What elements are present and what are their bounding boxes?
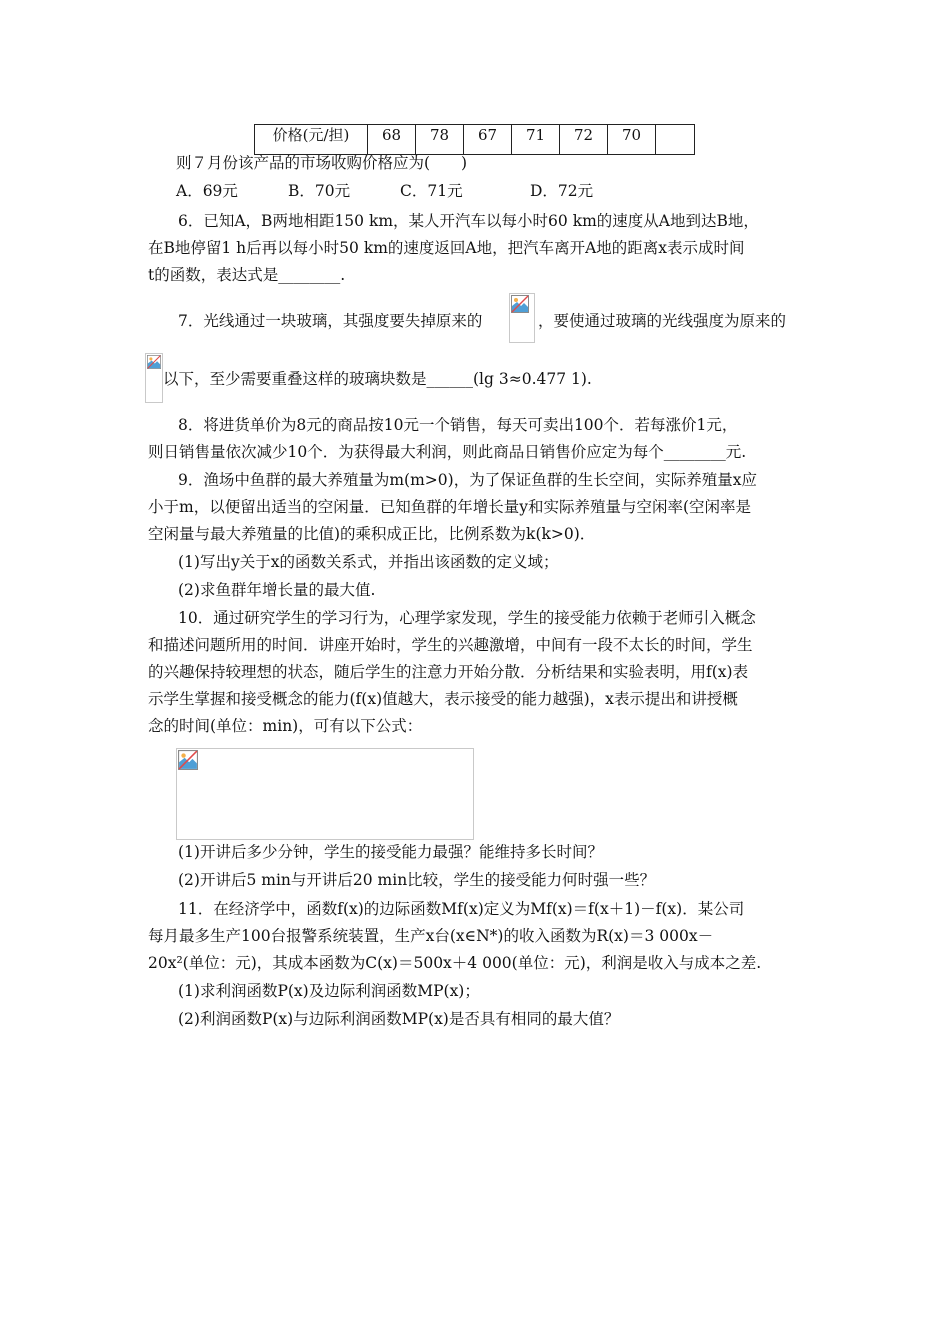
table-cell: 78 — [416, 125, 464, 155]
q9-line-3: 空闲量与最大养殖量的比值)的乘积成正比，比例系数为k(k>0)． — [148, 525, 596, 543]
broken-image-icon — [511, 295, 529, 313]
q7-line-1a: 7．光线通过一块玻璃，其强度要失掉原来的 — [178, 312, 483, 330]
q9-sub-2: (2)求鱼群年增长量的最大值. — [178, 581, 376, 599]
q5-stem: 则７月份该产品的市场收购价格应为( ) — [176, 154, 468, 172]
formula-image-placeholder — [145, 353, 163, 403]
q5-option-d: D．72元 — [530, 182, 594, 200]
q7-line-1b: ，要使通过玻璃的光线强度为原来的 — [538, 312, 787, 330]
table-cell: 70 — [608, 125, 656, 155]
table-cell: 68 — [368, 125, 416, 155]
q8-line-1: 8．将进货单价为8元的商品按10元一个销售，每天可卖出100个．若每涨价1元， — [178, 416, 738, 434]
q9-sub-1: (1)写出y关于x的函数关系式，并指出该函数的定义域； — [178, 553, 559, 571]
q6-line-3: t的函数，表达式是________. — [148, 266, 346, 284]
table-header-cell: 价格(元/担) — [255, 125, 368, 155]
formula-image-placeholder — [176, 748, 474, 840]
table-row — [255, 125, 695, 155]
q7-line-2: 以下，至少需要重叠这样的玻璃块数是______(lg 3≈0.477 1). — [163, 370, 592, 388]
q10-line-4: 示学生掌握和接受概念的能力(f(x)值越大，表示接受的能力越强)，x表示提出和讲授概 — [148, 690, 738, 708]
q11-sub-2: (2)利润函数P(x)与边际利润函数MP(x)是否具有相同的最大值？ — [178, 1010, 620, 1028]
table-cell — [656, 125, 695, 155]
q11-line-3: 20x²(单位：元)，其成本函数为C(x)＝500x＋4 000(单位：元)，利润是收入与成本之差. — [148, 954, 762, 972]
q10-line-3: 的兴趣保持较理想的状态，随后学生的注意力开始分散．分析结果和实验表明，用f(x)表 — [148, 663, 749, 681]
q5-option-c: C．71元 — [400, 182, 463, 200]
q10-line-1: 10．通过研究学生的学习行为，心理学家发现，学生的接受能力依赖于老师引入概念 — [178, 609, 756, 627]
broken-image-icon — [178, 750, 198, 770]
price-table — [254, 124, 695, 155]
table-cell: 72 — [560, 125, 608, 155]
q10-line-2: 和描述问题所用的时间．讲座开始时，学生的兴趣激增，中间有一段不太长的时间，学生 — [148, 636, 753, 654]
q11-line-2: 每月最多生产100台报警系统装置，生产x台(x∈N*)的收入函数为R(x)＝3 000x－ — [148, 927, 714, 945]
q9-line-1: 9．渔场中鱼群的最大养殖量为m(m>0)，为了保证鱼群的生长空间，实际养殖量x应 — [178, 471, 757, 489]
q10-line-5: 念的时间(单位：min)，可有以下公式： — [148, 717, 423, 735]
q11-sub-1: (1)求利润函数P(x)及边际利润函数MP(x)； — [178, 982, 480, 1000]
q11-line-1: 11．在经济学中，函数f(x)的边际函数Mf(x)定义为Mf(x)＝f(x＋1)－f(x)．某公司 — [178, 900, 745, 918]
table-cell: 67 — [464, 125, 512, 155]
q10-sub-2: (2)开讲后5 min与开讲后20 min比较，学生的接受能力何时强一些？ — [178, 871, 656, 889]
q5-option-a: A．69元 — [176, 182, 238, 200]
formula-image-placeholder — [509, 293, 535, 343]
q6-line-2: 在B地停留1 h后再以每小时50 km的速度返回A地，把汽车离开A地的距离x表示成时间 — [148, 239, 745, 257]
q10-sub-1: (1)开讲后多少分钟，学生的接受能力最强？能维持多长时间？ — [178, 843, 603, 861]
q9-line-2: 小于m，以便留出适当的空闲量．已知鱼群的年增长量y和实际养殖量与空闲率(空闲率是 — [148, 498, 752, 516]
q8-line-2: 则日销售量依次减少10个．为获得最大利润，则此商品日销售价应定为每个________元. — [148, 443, 747, 461]
broken-image-icon — [147, 355, 161, 369]
q6-line-1: 6．已知A，B两地相距150 km，某人开汽车以每小时60 km的速度从A地到达B地， — [178, 212, 759, 230]
table-cell: 71 — [512, 125, 560, 155]
q5-option-b: B．70元 — [288, 182, 351, 200]
